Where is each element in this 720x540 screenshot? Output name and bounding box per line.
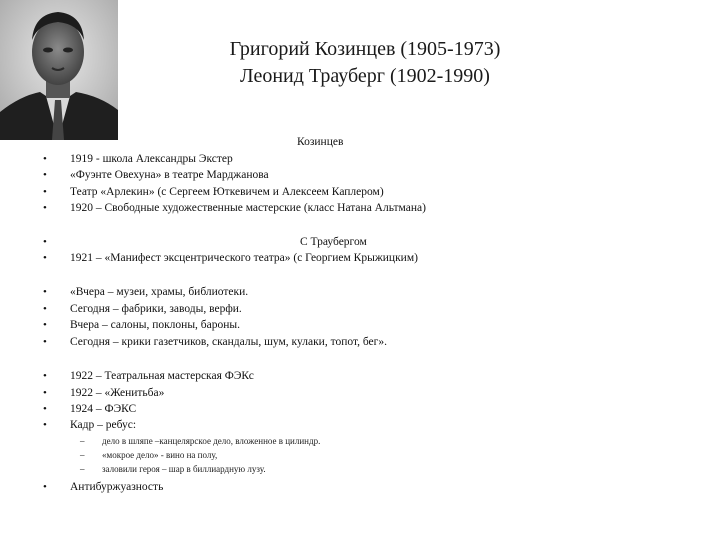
bullet-icon: • bbox=[43, 370, 47, 382]
dash-icon: – bbox=[80, 464, 85, 474]
portrait-photo bbox=[0, 0, 118, 140]
bullet-icon: • bbox=[43, 169, 47, 181]
list-item: Сегодня – фабрики, заводы, верфи. bbox=[70, 303, 242, 315]
list-item: 1921 – «Манифест эксцентрического театра» (с Георгием Крыжицким) bbox=[70, 252, 418, 264]
bullet-icon: • bbox=[43, 481, 47, 493]
list-item: Сегодня – крики газетчиков, скандалы, шум, кулаки, топот, бег». bbox=[70, 336, 387, 348]
bullet-icon: • bbox=[43, 236, 47, 248]
list-item: Театр «Арлекин» (с Сергеем Юткевичем и Алексеем Каплером) bbox=[70, 186, 384, 198]
list-item: 1922 – «Женитьба» bbox=[70, 387, 165, 399]
slide-title bbox=[175, 36, 555, 90]
bullet-icon: • bbox=[43, 252, 47, 264]
list-item: Вчера – салоны, поклоны, бароны. bbox=[70, 319, 241, 331]
list-item: Кадр – ребус: bbox=[70, 419, 137, 431]
bullet-icon: • bbox=[43, 403, 47, 415]
section-heading-kozintsev: Козинцев bbox=[297, 136, 344, 148]
list-item: 1924 – ФЭКС bbox=[70, 403, 137, 415]
bullet-icon: • bbox=[43, 153, 47, 165]
list-item: 1922 – Театральная мастерская ФЭКс bbox=[70, 370, 254, 382]
list-item: 1919 - школа Александры Экстер bbox=[70, 153, 233, 165]
list-item: «Фуэнте Овехуна» в театре Марджанова bbox=[70, 169, 269, 181]
bullet-icon: • bbox=[43, 303, 47, 315]
list-item: Антибуржуазность bbox=[70, 481, 164, 493]
bullet-icon: • bbox=[43, 387, 47, 399]
bullet-icon: • bbox=[43, 186, 47, 198]
title-line-kozintsev: Григорий Козинцев (1905-1973) bbox=[229, 38, 501, 60]
list-item: «Вчера – музеи, храмы, библиотеки. bbox=[70, 286, 249, 298]
bullet-icon: • bbox=[43, 319, 47, 331]
dash-icon: – bbox=[80, 436, 85, 446]
sub-list-item: дело в шляпе –канцелярское дело, вложенное в цилиндр. bbox=[102, 436, 321, 446]
title-line-trauberg: Леонид Трауберг (1902-1990) bbox=[240, 65, 490, 87]
bullet-icon: • bbox=[43, 336, 47, 348]
sub-list-item: «мокрое дело» - вино на полу, bbox=[102, 450, 218, 460]
dash-icon: – bbox=[80, 450, 85, 460]
bullet-icon: • bbox=[43, 286, 47, 298]
bullet-icon: • bbox=[43, 202, 47, 214]
list-item: 1920 – Свободные художественные мастерские (класс Натана Альтмана) bbox=[70, 202, 426, 214]
sub-list-item: заловили героя – шар в биллиардную лузу. bbox=[102, 464, 266, 474]
bullet-icon: • bbox=[43, 419, 47, 431]
section-heading-trauberg: С Траубергом bbox=[300, 236, 367, 248]
